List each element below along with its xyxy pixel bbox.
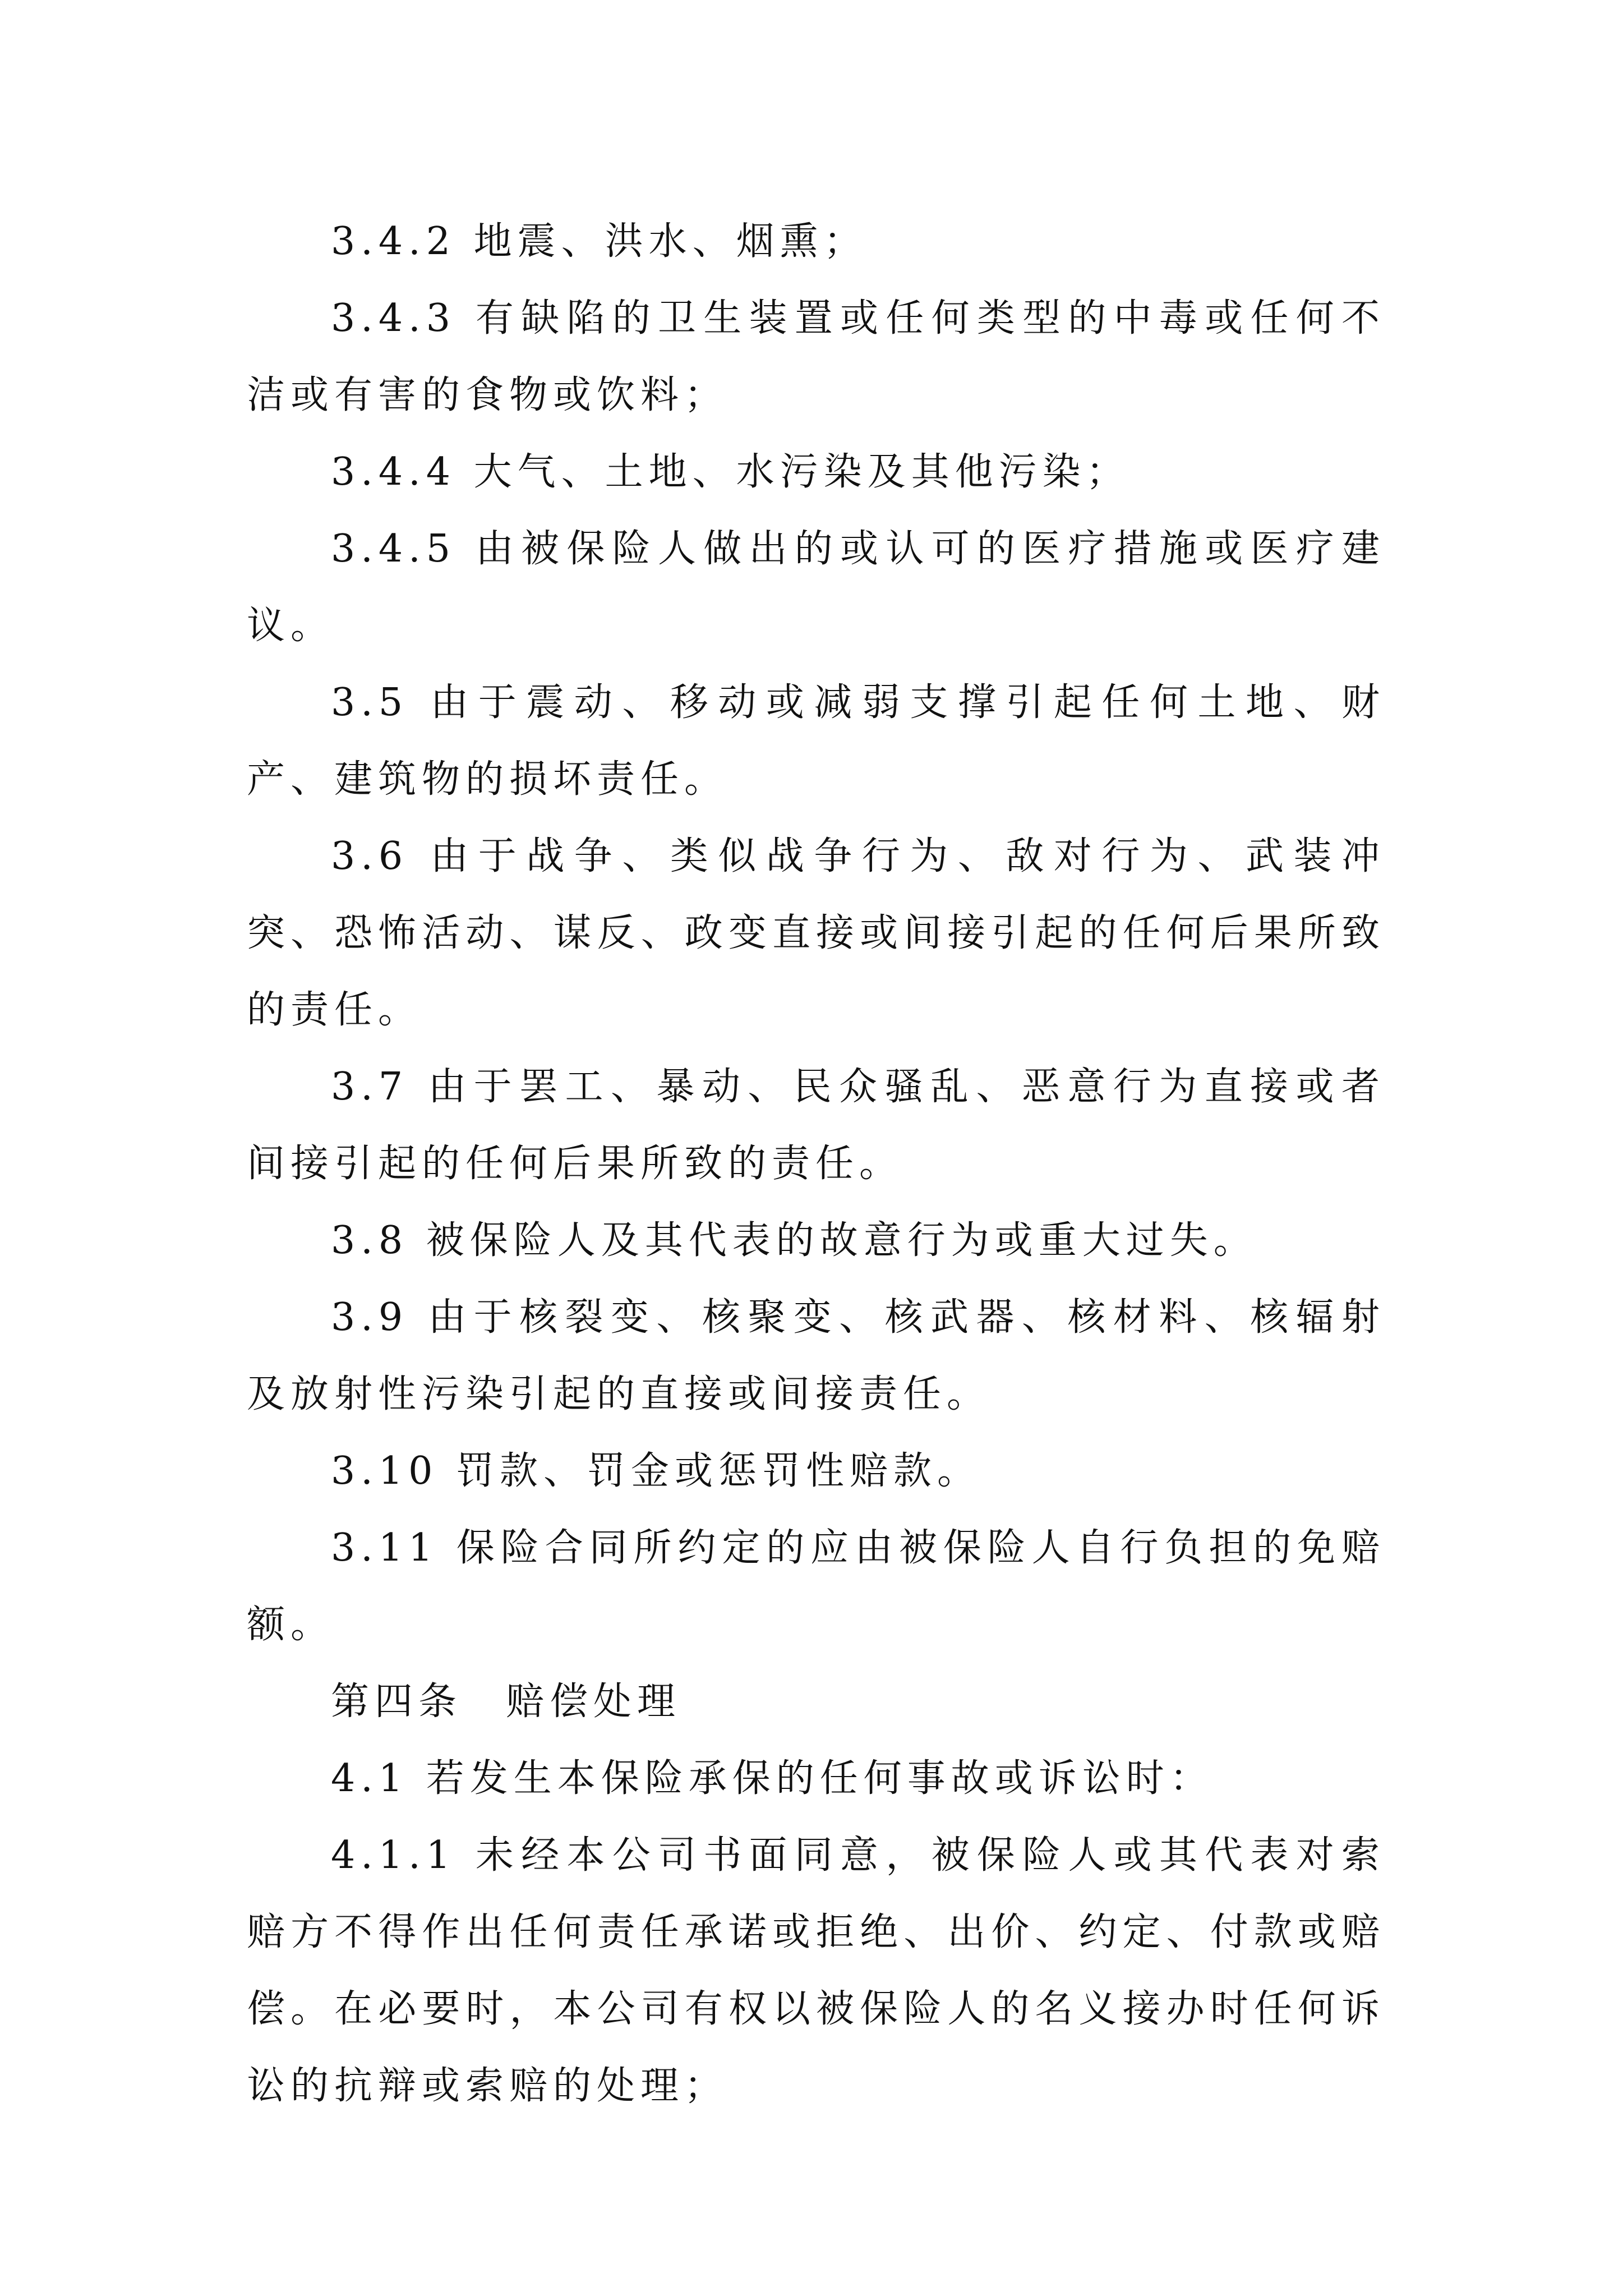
clause-4-1: 4.1 若发生本保险承保的任何事故或诉讼时： — [331, 1756, 1214, 1801]
article-4-heading: 第四条 赔偿处理 — [331, 1680, 681, 1724]
clause-3-10: 3.10 罚款、罚金或惩罚性赔款。 — [331, 1449, 981, 1493]
clause-3-4-2: 3.4.2 地震、洪水、烟熏； — [331, 219, 868, 264]
clause-3-11: 3.11 保险合同所约定的应由被保险人自行负担的免赔额。 — [247, 1526, 1385, 1647]
clause-3-9: 3.9 由于核裂变、核聚变、核武器、核材料、核辐射及放射性污染引起的直接或间接责任。 — [247, 1295, 1385, 1416]
clause-3-7: 3.7 由于罢工、暴动、民众骚乱、恶意行为直接或者间接引起的任何后果所致的责任。 — [247, 1065, 1385, 1186]
clause-4-1-1: 4.1.1 未经本公司书面同意，被保险人或其代表对索赔方不得作出任何责任承诺或拒绝、出价、约定、付款或赔偿。在必要时，本公司有权以被保险人的名义接办时任何诉讼的抗辩或索赔的处理； — [247, 1833, 1385, 2108]
clause-3-8: 3.8 被保险人及其代表的故意行为或重大过失。 — [331, 1218, 1257, 1263]
clause-3-6: 3.6 由于战争、类似战争行为、敌对行为、武装冲突、恐怖活动、谋反、政变直接或间接引起的任何后果所致的责任。 — [247, 834, 1385, 1032]
clause-3-4-4: 3.4.4 大气、土地、水污染及其他污染； — [331, 450, 1130, 494]
clause-3-4-3: 3.4.3 有缺陷的卫生装置或任何类型的中毒或任何不洁或有害的食物或饮料； — [247, 296, 1385, 417]
clause-3-5: 3.5 由于震动、移动或减弱支撑引起任何土地、财产、建筑物的损坏责任。 — [247, 680, 1385, 802]
document-body — [247, 203, 1385, 2124]
clause-3-4-5: 3.4.5 由被保险人做出的或认可的医疗措施或医疗建议。 — [247, 527, 1385, 648]
